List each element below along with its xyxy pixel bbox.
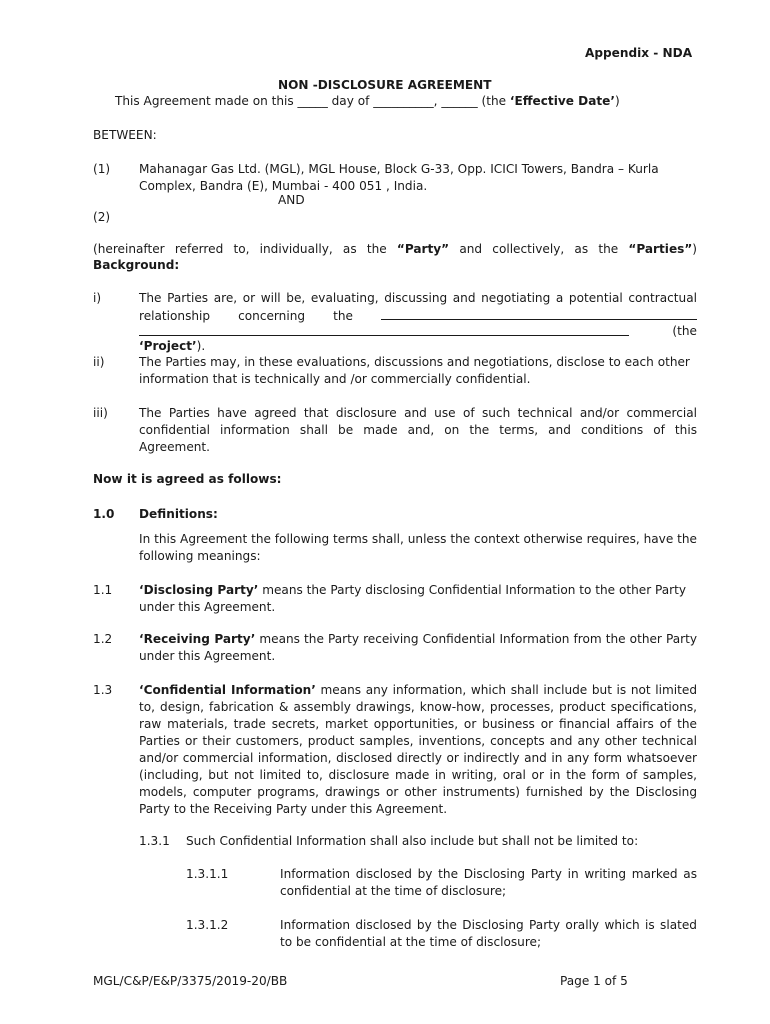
definition-1-3-1-1-number: 1.3.1.1 xyxy=(186,867,229,881)
background-heading: Background: xyxy=(93,258,180,272)
disclosing-party-term: ‘Disclosing Party’ xyxy=(139,583,259,597)
definition-1-2-number: 1.2 xyxy=(93,632,113,646)
definition-1-3-1-number: 1.3.1 xyxy=(139,834,170,848)
definition-1-1-text xyxy=(139,582,697,616)
receiving-party-term: ‘Receiving Party’ xyxy=(139,632,256,646)
effective-date-text: This Agreement made on this _____ day of __________, ______ (the xyxy=(115,94,510,108)
hereinafter-text-a: (hereinafter referred to, individually, as the xyxy=(93,242,397,256)
recital-i-the: (the xyxy=(672,324,697,338)
recital-iii-text: The Parties have agreed that disclosure and use of such technical and/or commercial confidential information shall be made and, on the terms, and conditions of this Agreement. xyxy=(139,406,697,454)
definition-1-3-1-2-number: 1.3.1.2 xyxy=(186,918,229,932)
party-1-number: (1) xyxy=(93,162,111,176)
definitions-intro: In this Agreement the following terms shall, unless the context otherwise requires, have the following meanings: xyxy=(139,532,697,563)
recital-ii-number: ii) xyxy=(93,355,105,369)
recital-ii-text: The Parties may, in these evaluations, discussions and negotiations, disclose to each other information that is technically and /or commercially confidential. xyxy=(139,355,690,386)
definition-1-3-1-1-text: Information disclosed by the Disclosing Party in writing marked as confidential at the time of disclosure; xyxy=(280,867,697,898)
appendix-label: Appendix - NDA xyxy=(585,46,693,60)
definition-1-3-body: means any information, which shall include but is not limited to, design, fabrication & assembly drawings, know-how, processes, product specifications, raw materials, trade secrets, market opportunities, or business or financial affairs of the Parties or their customers, product samples, inventions, concepts and any other technical and/or commercial information, disclosed directly or indirectly and in any form whatsoever (including, but not limited to, disclosure made in writing, oral or in the form of samples, models, computer programs, drawings or other instruments) furnished by the Disclosing Party to the Receiving Party under this Agreement. xyxy=(139,683,697,816)
recital-i-text-a: The Parties are, or will be, evaluating, discussing and negotiating a potential contractual relationship concerning the xyxy=(139,291,697,323)
document-title: NON -DISCLOSURE AGREEMENT xyxy=(278,78,492,92)
recital-iii-number: iii) xyxy=(93,406,108,420)
effective-date-line xyxy=(115,93,620,110)
effective-date-term: ‘Effective Date’ xyxy=(509,94,615,108)
parties-term: “Parties” xyxy=(628,242,693,256)
definition-1-2-body: means the Party receiving Confidential Information from the other Party under this Agreement. xyxy=(139,632,697,663)
definition-1-1-body: means the Party disclosing Confidential Information to the other Party under this Agreement. xyxy=(139,583,687,614)
party-term: “Party” xyxy=(396,242,450,256)
definition-1-1-number: 1.1 xyxy=(93,583,113,597)
project-blank-line-2 xyxy=(139,323,629,336)
now-agreed-heading: Now it is agreed as follows: xyxy=(93,472,282,486)
recital-i-text xyxy=(139,290,697,325)
footer-reference: MGL/C&P/E&P/3375/2019-20/BB xyxy=(93,974,288,988)
definition-1-3-text xyxy=(139,682,697,818)
definition-1-2-text xyxy=(139,631,697,665)
definition-1-3-number: 1.3 xyxy=(93,683,113,697)
hereinafter-clause xyxy=(93,241,697,258)
recital-i-line-4 xyxy=(139,338,697,355)
recital-i-number: i) xyxy=(93,291,102,305)
project-blank-line-1 xyxy=(381,307,697,320)
page-number: Page 1 of 5 xyxy=(560,974,628,988)
hereinafter-text-c: ) xyxy=(692,242,698,256)
and-label: AND xyxy=(278,193,305,207)
definition-1-3-1-text: Such Confidential Information shall also include but shall not be limited to: xyxy=(186,834,639,848)
definitions-number: 1.0 xyxy=(93,507,115,521)
project-term: ‘Project’ xyxy=(139,339,197,353)
recital-i-text-c: ). xyxy=(196,339,206,353)
hereinafter-text-b: and collectively, as the xyxy=(449,242,629,256)
party-2-number: (2) xyxy=(93,210,111,224)
between-label: BETWEEN: xyxy=(93,128,157,142)
effective-date-close: ) xyxy=(614,94,620,108)
party-1-text: Mahanagar Gas Ltd. (MGL), MGL House, Block G-33, Opp. ICICI Towers, Bandra – Kurla Complex, Bandra (E), Mumbai - 400 051 , India. xyxy=(139,162,659,193)
definition-1-3-1-2-text: Information disclosed by the Disclosing Party orally which is slated to be confidential at the time of disclosure; xyxy=(280,918,697,949)
confidential-information-term: ‘Confidential Information’ xyxy=(139,683,316,697)
definitions-heading: Definitions: xyxy=(139,507,218,521)
